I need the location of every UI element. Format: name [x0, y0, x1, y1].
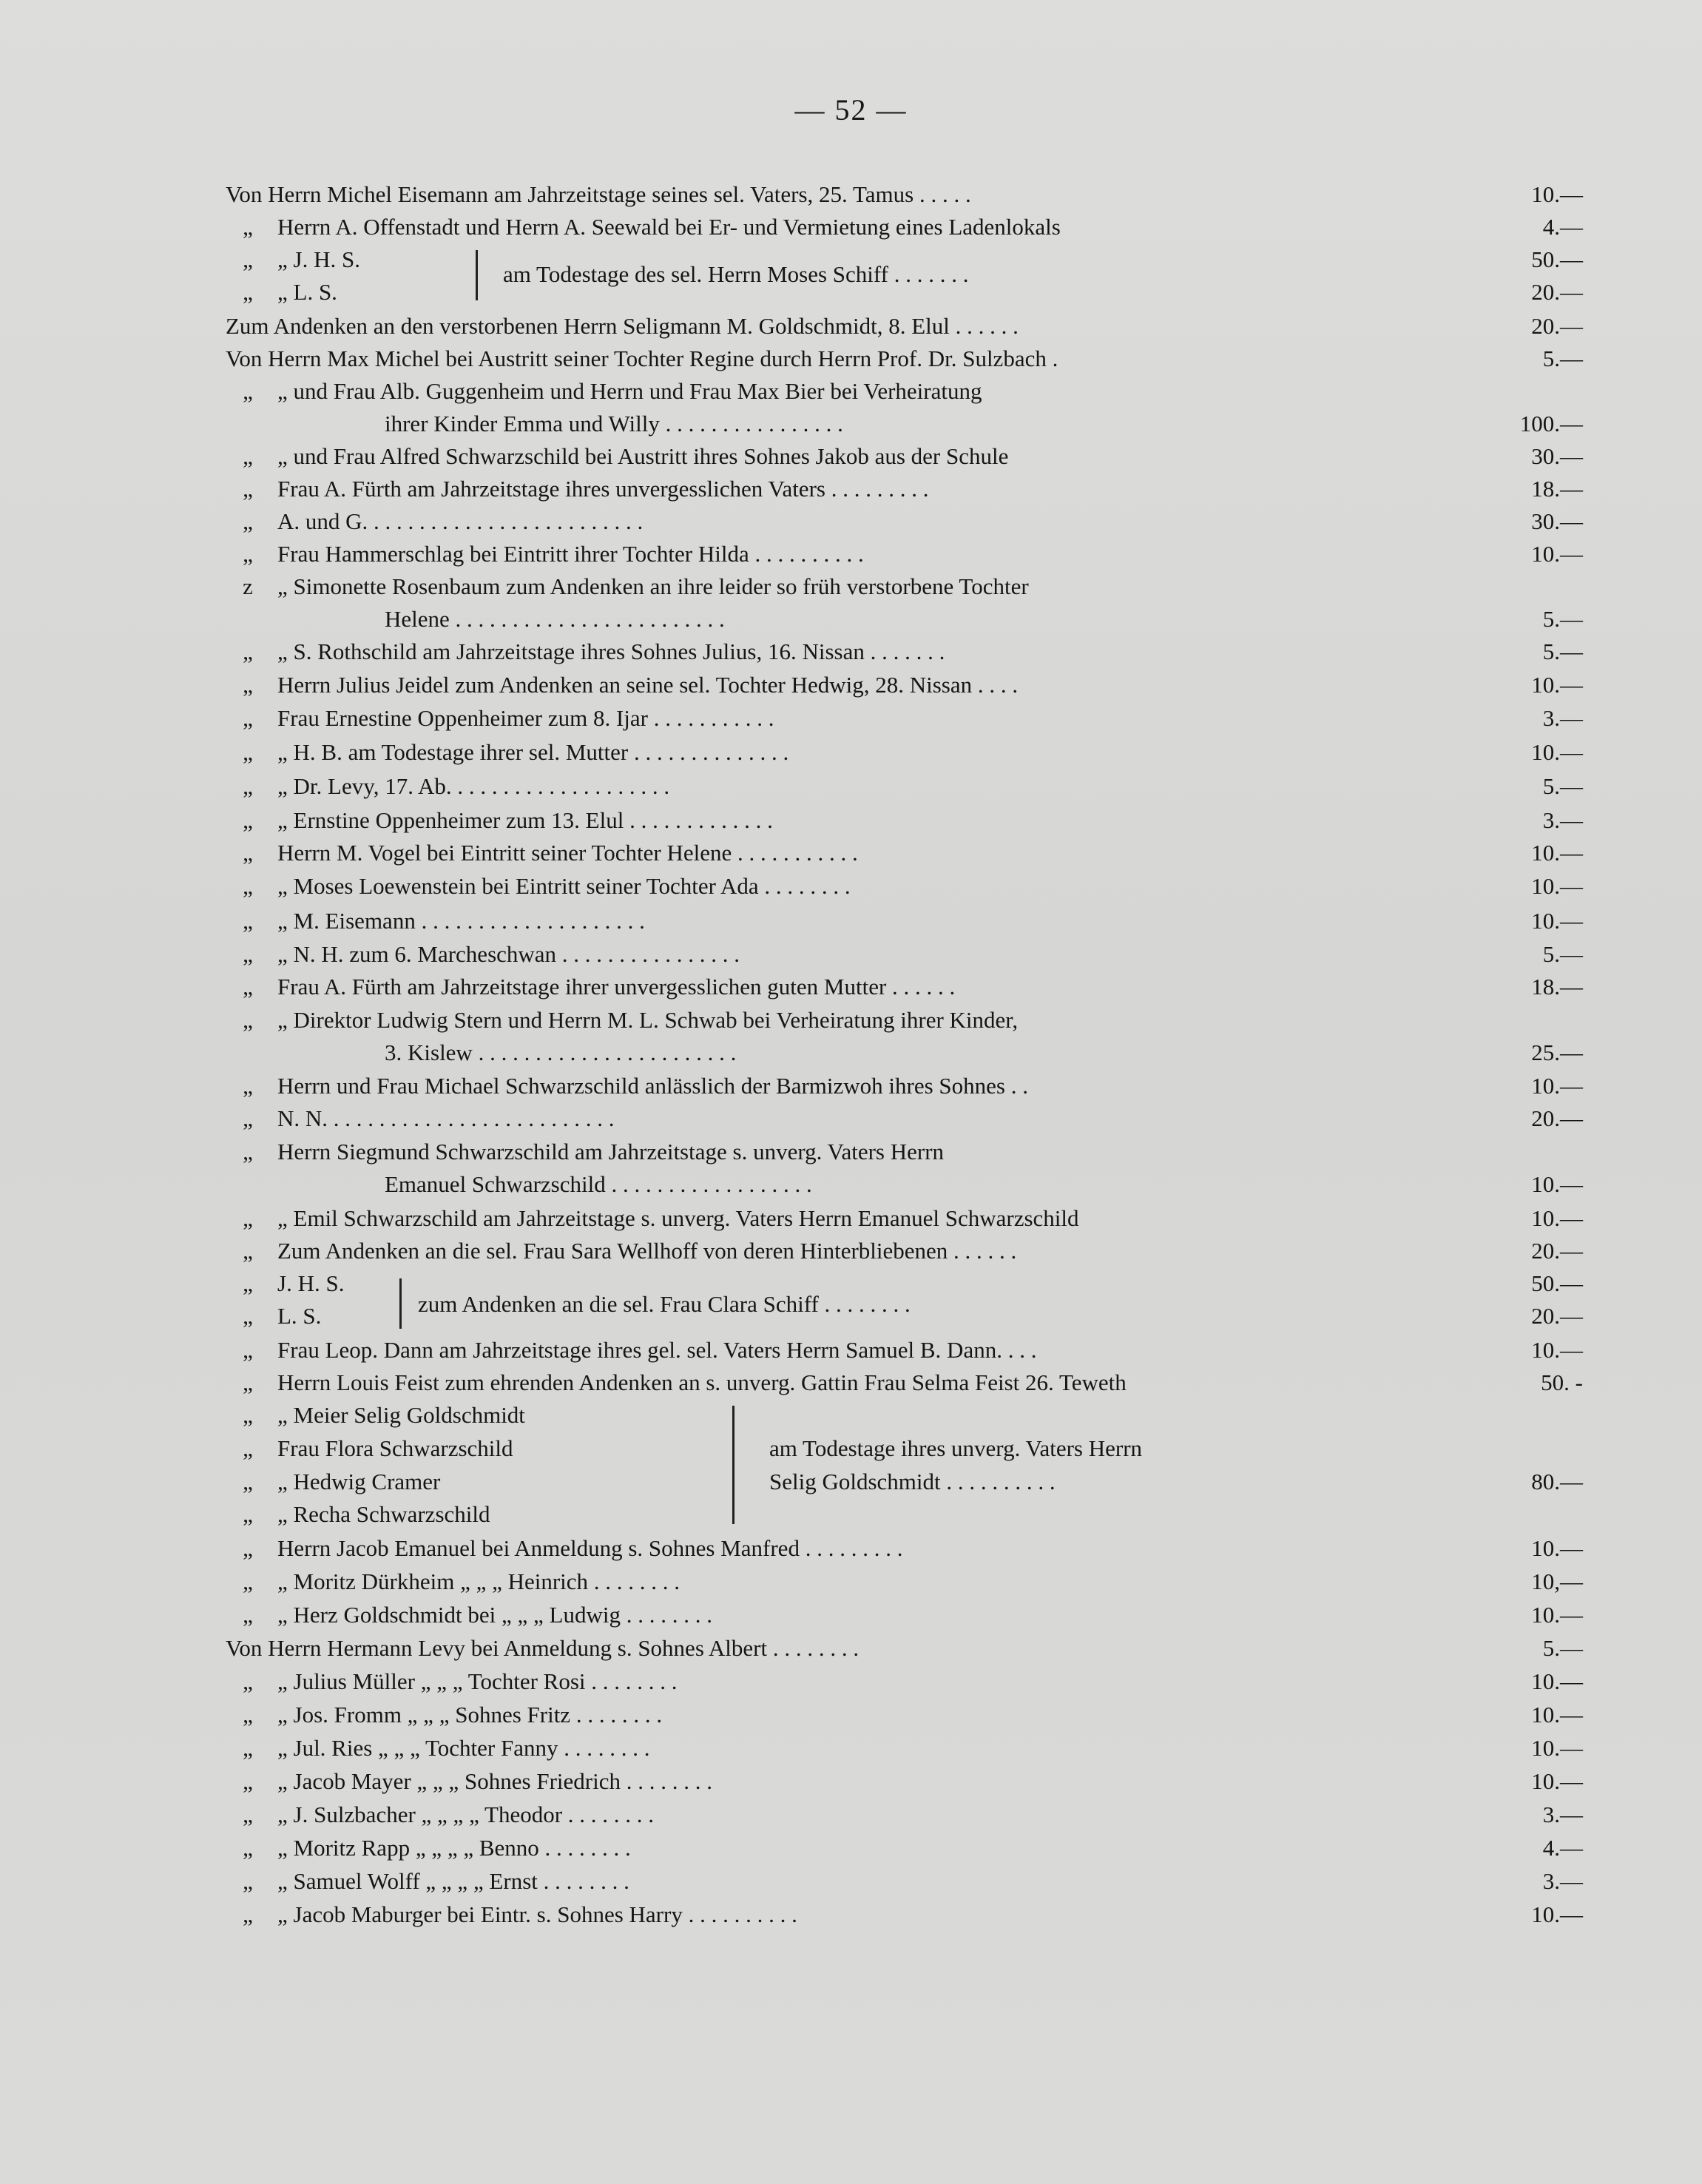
entry-text: Herrn Julius Jeidel zum Andenken an seine sel. Tochter Hedwig, 28. Nissan . . . . — [277, 672, 1019, 698]
amount: 5.— — [1542, 1635, 1583, 1661]
ditto-mark: „ — [243, 941, 253, 967]
entry-row — [0, 602, 1702, 636]
entry-row — [0, 1864, 1702, 1898]
ditto-mark: „ — [243, 214, 253, 240]
entry-text: Frau Hammerschlag bei Eintritt ihrer Tochter Hilda . . . . . . . . . . — [277, 541, 864, 567]
amount: 10.— — [1531, 1901, 1583, 1927]
entry-text: Herrn Jacob Emanuel bei Anmeldung s. Sohnes Manfred . . . . . . . . . — [277, 1535, 903, 1561]
ditto-mark: „ — [243, 705, 253, 731]
brace-3 — [732, 1406, 735, 1524]
amount: 3.— — [1542, 1802, 1583, 1827]
ditto-mark: „ — [243, 873, 253, 899]
entry-text: „ Jos. Fromm „ „ „ Sohnes Fritz . . . . . . . . — [277, 1702, 663, 1728]
entry-text: „ H. B. am Todestage ihrer sel. Mutter . . . . . . . . . . . . . . — [277, 739, 789, 765]
amount: 10.— — [1531, 1602, 1583, 1628]
ditto-mark: „ — [243, 443, 253, 469]
group-text-1: am Todestage des sel. Herrn Moses Schiff . . . . . . . — [503, 261, 969, 287]
entry-text: „ Meier Selig Goldschmidt — [277, 1402, 525, 1428]
amount: 4.— — [1542, 1835, 1583, 1861]
brace-2 — [399, 1278, 402, 1329]
entry-text: „ J. Sulzbacher „ „ „ „ Theodor . . . . . . . . — [277, 1802, 655, 1827]
entry-text: Helene . . . . . . . . . . . . . . . . . . . . . . . . — [385, 606, 725, 632]
amount: 100.— — [1519, 411, 1583, 437]
entry-text: Frau Ernestine Oppenheimer zum 8. Ijar . . . . . . . . . . . — [277, 705, 774, 731]
entry-row — [0, 1598, 1702, 1632]
amount: 10.— — [1531, 1535, 1583, 1561]
amount: 5.— — [1542, 773, 1583, 799]
amount: 3.— — [1542, 705, 1583, 731]
entry-row — [0, 537, 1702, 571]
entry-row — [0, 803, 1702, 837]
entry-text: „ und Frau Alb. Guggenheim und Herrn und Frau Max Bier bei Verheiratung — [277, 378, 982, 404]
amount: 10.— — [1531, 739, 1583, 765]
amount: 5.— — [1542, 346, 1583, 371]
ditto-mark: „ — [243, 1369, 253, 1395]
ditto-mark: „ — [243, 1901, 253, 1927]
entry-text: „ Jul. Ries „ „ „ Tochter Fanny . . . . . . . . — [277, 1735, 650, 1761]
amount: 10.— — [1531, 908, 1583, 934]
ditto-mark: „ — [243, 908, 253, 934]
amount: 4.— — [1542, 214, 1583, 240]
entry-text: Von Herrn Hermann Levy bei Anmeldung s. Sohnes Albert . . . . . . . . — [226, 1635, 860, 1661]
amount: 10.— — [1531, 672, 1583, 698]
entry-text: Herrn M. Vogel bei Eintritt seiner Tochter Helene . . . . . . . . . . . — [277, 840, 858, 866]
entry-text: Von Herrn Michel Eisemann am Jahrzeitstage seines sel. Vaters, 25. Tamus . . . . . — [226, 181, 971, 207]
entry-row — [0, 1565, 1702, 1599]
entry-text: „ L. S. — [277, 279, 337, 305]
ditto-mark: „ — [243, 807, 253, 833]
entry-text: Herrn Siegmund Schwarzschild am Jahrzeitstage s. unverg. Vaters Herrn — [277, 1139, 945, 1165]
amount: 5.— — [1542, 638, 1583, 664]
amount: 10.— — [1531, 1171, 1583, 1197]
entry-row — [0, 1731, 1702, 1765]
entry-row — [0, 1531, 1702, 1565]
amount: 10.— — [1531, 1073, 1583, 1099]
ditto-mark: „ — [243, 378, 253, 404]
entry-row — [0, 1167, 1702, 1201]
entry-row — [0, 1497, 1702, 1531]
entry-row — [0, 342, 1702, 376]
ditto-mark: „ — [243, 1568, 253, 1594]
amount: 10.— — [1531, 541, 1583, 567]
ditto-mark: „ — [243, 541, 253, 567]
group-text-2: zum Andenken an die sel. Frau Clara Schiff . . . . . . . . — [418, 1291, 911, 1317]
entry-text: Frau A. Fürth am Jahrzeitstage ihrer unvergesslichen guten Mutter . . . . . . — [277, 974, 956, 1000]
ditto-mark: „ — [243, 476, 253, 502]
ditto-mark: „ — [243, 1073, 253, 1099]
entry-row — [0, 1003, 1702, 1037]
entry-row — [0, 1631, 1702, 1665]
amount: 5.— — [1542, 606, 1583, 632]
amount: 50. - — [1541, 1369, 1583, 1395]
entry-text: „ Jacob Mayer „ „ „ Sohnes Friedrich . . . . . . . . — [277, 1768, 712, 1794]
entry-text: Frau Leop. Dann am Jahrzeitstage ihres gel. sel. Vaters Herrn Samuel B. Dann. . . . — [277, 1337, 1037, 1363]
entry-text: Zum Andenken an den verstorbenen Herrn Seligmann M. Goldschmidt, 8. Elul . . . . . . — [226, 313, 1019, 339]
ditto-mark: „ — [243, 1535, 253, 1561]
ditto-mark: z — [243, 573, 253, 599]
ditto-mark: „ — [243, 1768, 253, 1794]
entry-row — [0, 1333, 1702, 1367]
entry-text: Herrn und Frau Michael Schwarzschild anlässlich der Barmizwoh ihres Sohnes . . — [277, 1073, 1028, 1099]
amount: 50.— — [1531, 1270, 1583, 1296]
amount: 20.— — [1531, 279, 1583, 305]
entry-text: A. und G. . . . . . . . . . . . . . . . . . . . . . . . . — [277, 508, 644, 534]
ditto-mark: „ — [243, 1402, 253, 1428]
ditto-mark: „ — [243, 739, 253, 765]
amount: 10.— — [1531, 1205, 1583, 1231]
entry-row — [0, 570, 1702, 604]
entry-text: Frau Flora Schwarzschild — [277, 1435, 513, 1461]
entry-row — [0, 1831, 1702, 1865]
amount: 10.— — [1531, 1668, 1583, 1694]
ditto-mark: „ — [243, 1205, 253, 1231]
ditto-mark: „ — [243, 638, 253, 664]
ditto-mark: „ — [243, 1602, 253, 1628]
entry-row — [0, 1765, 1702, 1799]
entry-text: Frau A. Fürth am Jahrzeitstage ihres unvergesslichen Vaters . . . . . . . . . — [277, 476, 929, 502]
entry-text: „ Ernstine Oppenheimer zum 13. Elul . . . . . . . . . . . . . — [277, 807, 773, 833]
amount: 20.— — [1531, 1238, 1583, 1264]
entry-text: „ Hedwig Cramer — [277, 1469, 441, 1494]
amount: 10.— — [1531, 181, 1583, 207]
entry-row — [0, 1698, 1702, 1732]
entry-text: „ und Frau Alfred Schwarzschild bei Austritt ihres Sohnes Jakob aus der Schule — [277, 443, 1009, 469]
amount: 10.— — [1531, 1702, 1583, 1728]
entry-text: Emanuel Schwarzschild . . . . . . . . . . . . . . . . . . — [385, 1171, 812, 1197]
entry-text: L. S. — [277, 1303, 322, 1329]
entry-text: „ Julius Müller „ „ „ Tochter Rosi . . . . . . . . — [277, 1668, 678, 1694]
entry-text: „ Moritz Rapp „ „ „ „ Benno . . . . . . . . — [277, 1835, 631, 1861]
entry-text: „ Moritz Dürkheim „ „ „ Heinrich . . . . . . . . — [277, 1568, 681, 1594]
entry-text: „ Emil Schwarzschild am Jahrzeitstage s. unverg. Vaters Herrn Emanuel Schwarzschild — [277, 1205, 1079, 1231]
ditto-mark: „ — [243, 1501, 253, 1527]
entry-row — [0, 1135, 1702, 1169]
ditto-mark: „ — [243, 246, 253, 272]
entry-row — [0, 635, 1702, 669]
entry-row — [0, 668, 1702, 702]
amount: 10.— — [1531, 1735, 1583, 1761]
entry-text: „ Dr. Levy, 17. Ab. . . . . . . . . . . . . . . . . . . . — [277, 773, 670, 799]
entry-text: N. N. . . . . . . . . . . . . . . . . . . . . . . . . . — [277, 1105, 615, 1131]
entry-row — [0, 1201, 1702, 1236]
amount: 10,— — [1531, 1568, 1583, 1594]
entry-text: „ Herz Goldschmidt bei „ „ „ Ludwig . . . . . . . . — [277, 1602, 712, 1628]
ditto-mark: „ — [243, 1337, 253, 1363]
entry-row — [0, 1069, 1702, 1103]
entry-text: „ Moses Loewenstein bei Eintritt seiner Tochter Ada . . . . . . . . — [277, 873, 851, 899]
amount: 30.— — [1531, 443, 1583, 469]
amount: 80.— — [1531, 1469, 1583, 1494]
entry-row — [0, 505, 1702, 539]
entry-row — [0, 869, 1702, 903]
group-text-3b: Selig Goldschmidt . . . . . . . . . . — [769, 1469, 1056, 1494]
ditto-mark: „ — [243, 1270, 253, 1296]
entry-row — [0, 407, 1702, 441]
entry-text: „ Recha Schwarzschild — [277, 1501, 490, 1527]
amount: 3.— — [1542, 1868, 1583, 1894]
amount: 10.— — [1531, 1337, 1583, 1363]
ditto-mark: „ — [243, 1435, 253, 1461]
ditto-mark: „ — [243, 1702, 253, 1728]
entry-text: „ M. Eisemann . . . . . . . . . . . . . . . . . . . . — [277, 908, 645, 934]
amount: 18.— — [1531, 974, 1583, 1000]
ditto-mark: „ — [243, 1469, 253, 1494]
ditto-mark: „ — [243, 1007, 253, 1033]
entry-text: „ S. Rothschild am Jahrzeitstage ihres Sohnes Julius, 16. Nissan . . . . . . . — [277, 638, 945, 664]
entry-row — [0, 735, 1702, 769]
amount: 20.— — [1531, 313, 1583, 339]
entry-text: „ Samuel Wolff „ „ „ „ Ernst . . . . . . . . — [277, 1868, 629, 1894]
entry-row — [0, 210, 1702, 244]
ditto-mark: „ — [243, 840, 253, 866]
entry-row — [0, 836, 1702, 870]
entry-row — [0, 1234, 1702, 1268]
entry-row — [0, 1798, 1702, 1832]
entry-row — [0, 1102, 1702, 1136]
entry-row — [0, 937, 1702, 971]
amount: 10.— — [1531, 840, 1583, 866]
amount: 25.— — [1531, 1039, 1583, 1065]
entry-text: „ Direktor Ludwig Stern und Herrn M. L. Schwab bei Verheiratung ihrer Kinder, — [277, 1007, 1019, 1033]
entry-row — [0, 1398, 1702, 1432]
entry-text: „ Jacob Maburger bei Eintr. s. Sohnes Harry . . . . . . . . . . — [277, 1901, 797, 1927]
ditto-mark: „ — [243, 508, 253, 534]
amount: 30.— — [1531, 508, 1583, 534]
entry-text: „ N. H. zum 6. Marcheschwan . . . . . . . . . . . . . . . . — [277, 941, 740, 967]
amount: 18.— — [1531, 476, 1583, 502]
ditto-mark: „ — [243, 773, 253, 799]
ditto-mark: „ — [243, 1303, 253, 1329]
amount: 3.— — [1542, 807, 1583, 833]
amount: 5.— — [1542, 941, 1583, 967]
entry-row — [0, 374, 1702, 408]
entry-text: ihrer Kinder Emma und Willy . . . . . . . . . . . . . . . . — [385, 411, 843, 437]
entry-row — [0, 904, 1702, 938]
ditto-mark: „ — [243, 1868, 253, 1894]
entry-text: Herrn Louis Feist zum ehrenden Andenken an s. unverg. Gattin Frau Selma Feist 26. Teweth — [277, 1369, 1127, 1395]
group-text-3a: am Todestage ihres unverg. Vaters Herrn — [769, 1435, 1143, 1461]
entry-text: Von Herrn Max Michel bei Austritt seiner Tochter Regine durch Herrn Prof. Dr. Sulzbach . — [226, 346, 1058, 371]
entry-row — [0, 1366, 1702, 1400]
brace-1 — [476, 250, 478, 300]
entry-row — [0, 309, 1702, 343]
entry-row — [0, 769, 1702, 803]
ditto-mark: „ — [243, 1238, 253, 1264]
amount: 20.— — [1531, 1303, 1583, 1329]
ditto-mark: „ — [243, 974, 253, 1000]
ditto-mark: „ — [243, 1735, 253, 1761]
ditto-mark: „ — [243, 672, 253, 698]
amount: 10.— — [1531, 873, 1583, 899]
ditto-mark: „ — [243, 1139, 253, 1165]
ditto-mark: „ — [243, 1835, 253, 1861]
ditto-mark: „ — [243, 1105, 253, 1131]
entry-text: Zum Andenken an die sel. Frau Sara Wellhoff von deren Hinterbliebenen . . . . . . — [277, 1238, 1017, 1264]
entry-row — [0, 439, 1702, 473]
entry-text: Herrn A. Offenstadt und Herrn A. Seewald bei Er- und Vermietung eines Ladenlokals — [277, 214, 1061, 240]
amount: 20.— — [1531, 1105, 1583, 1131]
entry-text: „ Simonette Rosenbaum zum Andenken an ihre leider so früh verstorbene Tochter — [277, 573, 1029, 599]
amount: 10.— — [1531, 1768, 1583, 1794]
ditto-mark: „ — [243, 279, 253, 305]
entry-text: „ J. H. S. — [277, 246, 360, 272]
entry-row — [0, 970, 1702, 1004]
page-number: — 52 — — [794, 93, 908, 127]
entry-row — [0, 1036, 1702, 1070]
entry-text: J. H. S. — [277, 1270, 345, 1296]
ditto-mark: „ — [243, 1668, 253, 1694]
ditto-mark: „ — [243, 1802, 253, 1827]
entry-row — [0, 1898, 1702, 1932]
entry-row — [0, 701, 1702, 735]
entry-row — [0, 178, 1702, 212]
entry-row — [0, 1665, 1702, 1699]
amount: 50.— — [1531, 246, 1583, 272]
entry-text: 3. Kislew . . . . . . . . . . . . . . . . . . . . . . . — [385, 1039, 737, 1065]
entry-row — [0, 472, 1702, 506]
